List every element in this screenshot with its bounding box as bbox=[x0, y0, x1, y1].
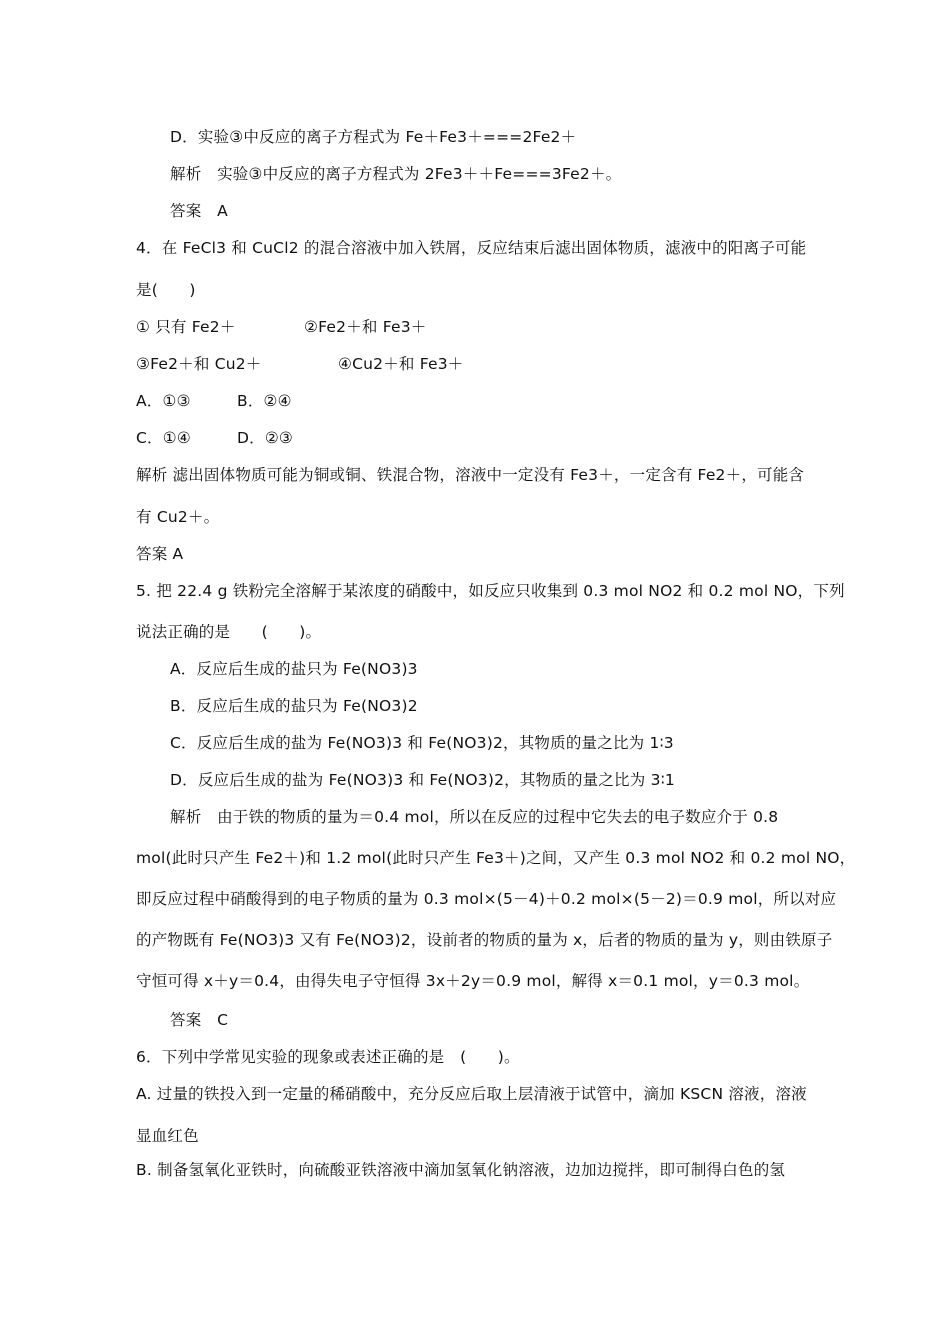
question-4-text-cont: 是( ) bbox=[136, 281, 196, 299]
analysis-line: 解析 由于铁的物质的量为＝0.4 mol，所以在反应的过程中它失去的电子数应介于 0.8 bbox=[170, 808, 779, 826]
question-6-text: 6．下列中学常见实验的现象或表述正确的是 ( )。 bbox=[136, 1048, 520, 1066]
option-d: D．反应后生成的盐为 Fe(NO3)3 和 Fe(NO3)2，其物质的量之比为 3∶1 bbox=[170, 771, 675, 789]
question-5-text-cont: 说法正确的是 ( )。 bbox=[136, 623, 322, 641]
choice-item-3: ③Fe2＋和 Cu2＋ bbox=[136, 355, 262, 373]
option-c: C．反应后生成的盐为 Fe(NO3)3 和 Fe(NO3)2，其物质的量之比为 1∶3 bbox=[170, 734, 674, 752]
analysis-line-cont: 即反应过程中硝酸得到的电子物质的量为 0.3 mol×(5－4)＋0.2 mol×(5－2)＝0.9 mol，所以对应 bbox=[136, 890, 837, 908]
analysis-line-cont: 有 Cu2＋。 bbox=[136, 508, 220, 526]
option-c: C．①④ bbox=[136, 429, 191, 447]
option-d-line: D．实验③中反应的离子方程式为 Fe＋Fe3＋===2Fe2＋ bbox=[170, 128, 577, 146]
analysis-line-cont: 守恒可得 x＋y＝0.4，由得失电子守恒得 3x＋2y＝0.9 mol，解得 x＝0.1 mol，y＝0.3 mol。 bbox=[136, 972, 810, 990]
option-d: D．②③ bbox=[237, 429, 294, 447]
option-a: A．反应后生成的盐只为 Fe(NO3)3 bbox=[170, 660, 418, 678]
answer-line: 答案 A bbox=[170, 202, 228, 220]
answer-line: 答案 C bbox=[170, 1011, 229, 1029]
option-a: A．①③ bbox=[136, 392, 191, 410]
option-a: A. 过量的铁投入到一定量的稀硝酸中，充分反应后取上层清液于试管中，滴加 KSCN 溶液，溶液 bbox=[136, 1085, 807, 1103]
question-4-text: 4．在 FeCl3 和 CuCl2 的混合溶液中加入铁屑，反应结束后滤出固体物质，滤液中的阳离子可能 bbox=[136, 239, 807, 257]
option-a-cont: 显血红色 bbox=[136, 1127, 199, 1145]
analysis-line: 解析 实验③中反应的离子方程式为 2Fe3＋＋Fe===3Fe2＋。 bbox=[170, 165, 622, 183]
analysis-line-cont: 的产物既有 Fe(NO3)3 又有 Fe(NO3)2，设前者的物质的量为 x，后者的物质的量为 y，则由铁原子 bbox=[136, 931, 833, 949]
option-b: B．②④ bbox=[237, 392, 292, 410]
choice-item-1: ① 只有 Fe2＋ bbox=[136, 318, 236, 336]
option-b: B．反应后生成的盐只为 Fe(NO3)2 bbox=[170, 697, 418, 715]
choice-item-4: ④Cu2＋和 Fe3＋ bbox=[338, 355, 464, 373]
option-b: B. 制备氢氧化亚铁时，向硫酸亚铁溶液中滴加氢氧化钠溶液，边加边搅拌，即可制得白色的氢 bbox=[136, 1161, 786, 1179]
analysis-line: 解析 滤出固体物质可能为铜或铜、铁混合物，溶液中一定没有 Fe3＋，一定含有 Fe2＋，可能含 bbox=[136, 466, 805, 484]
analysis-line-cont: mol(此时只产生 Fe2＋)和 1.2 mol(此时只产生 Fe3＋)之间，又产生 0.3 mol NO2 和 0.2 mol NO， bbox=[136, 849, 856, 867]
answer-line: 答案 A bbox=[136, 545, 184, 563]
choice-item-2: ②Fe2＋和 Fe3＋ bbox=[304, 318, 427, 336]
question-5-text: 5. 把 22.4 g 铁粉完全溶解于某浓度的硝酸中，如反应只收集到 0.3 mol NO2 和 0.2 mol NO，下列 bbox=[136, 582, 845, 600]
